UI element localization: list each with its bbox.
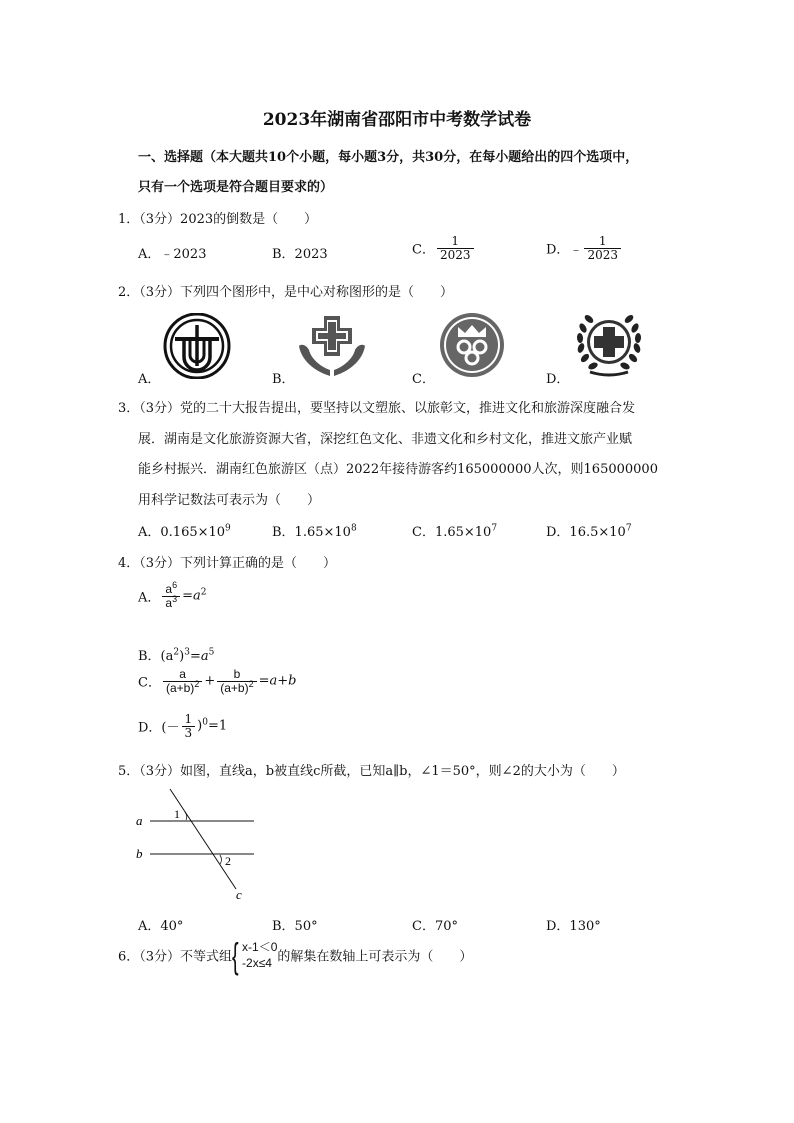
q4-b-rhs: =a <box>189 649 209 664</box>
q4-c-den1 <box>163 678 202 695</box>
q5-option-a: A．40° <box>138 919 184 934</box>
q3-c-base: C．1.65×10 <box>412 525 492 540</box>
line-c <box>170 789 236 889</box>
q1-option-d-label: D． <box>546 242 570 258</box>
q4-d-rhs: =1 <box>207 718 228 734</box>
q1-c-numerator: 1 <box>451 234 460 248</box>
q4-b-outer-exp: 3 <box>184 647 190 658</box>
q3-line4: 用科学记数法可表示为（ ） <box>138 493 321 508</box>
q4-d-fraction <box>182 713 196 739</box>
q3-d-exp: 7 <box>625 523 632 534</box>
q4-a-rhs: =a <box>182 588 201 604</box>
q4-b-mid: ) <box>179 649 185 664</box>
q4-d-denominator: 3 <box>182 726 196 740</box>
page-title: 2023年湖南省邵阳市中考数学试卷 <box>262 110 532 130</box>
q1-option-c-label: C． <box>412 242 435 258</box>
q4-d-mid: ) <box>197 718 203 734</box>
q1-option-d <box>546 235 623 261</box>
q6-question <box>118 935 473 976</box>
q4-a-den-base: a <box>165 595 173 610</box>
q4-a-num-exp: 6 <box>172 580 178 590</box>
q4-c-den1-exp: 2 <box>194 678 200 689</box>
q1-option-c-fraction <box>437 235 474 261</box>
q4-option-d <box>138 713 227 739</box>
q2-stem: 2．（3分）下列四个图形中，是中心对称图形的是（ ） <box>118 285 454 300</box>
logo-c-icon <box>438 311 506 379</box>
label-angle-2: 2 <box>225 854 231 868</box>
q4-b-rhs-exp: 5 <box>208 647 215 658</box>
q4-a-rhs-exp: 2 <box>200 587 207 598</box>
q6-inequality-1: x-1＜0 <box>242 940 278 954</box>
q2-option-c: C． <box>412 372 435 387</box>
q3-option-d <box>546 521 632 540</box>
q2-option-b: B． <box>272 372 295 387</box>
q4-a-num-base: a <box>165 582 173 596</box>
q1-option-a: A．﹣2023 <box>138 247 207 262</box>
q6-inequality-system <box>232 935 278 976</box>
q5-stem: 5．（3分）如图，直线a，b被直线c所截，已知a∥b，∠1＝50°，则∠2的大小为（ ） <box>118 764 625 779</box>
logo-d-icon <box>572 308 646 380</box>
q4-d-exp: 0 <box>202 717 208 728</box>
q3-line3: 能乡村振兴．湖南红色旅游区（点）2022年接待游客约165000000人次，则165000000 <box>138 462 658 477</box>
q6-inequality-2: -2x≤4 <box>242 956 272 971</box>
q3-line1: 3．（3分）党的二十大报告提出，要坚持以文塑旅、以旅彰文，推进文化和旅游深度融合发 <box>118 401 636 416</box>
q6-pre: 6．（3分）不等式组 <box>118 949 233 965</box>
q3-line2: 展．湖南是文化旅游资源大省，深挖红色文化、非遗文化和乡村文化，推进文旅产业赋 <box>138 432 633 447</box>
q3-a-base: A．0.165×10 <box>138 525 226 540</box>
logo-b-icon <box>297 310 367 380</box>
q1-option-c <box>412 235 476 261</box>
label-angle-1: 1 <box>174 807 180 821</box>
q4-c-den2-exp: 2 <box>248 678 254 689</box>
label-a: a <box>136 813 143 828</box>
q4-c-den1-base: (a+b) <box>165 680 195 695</box>
q2-option-a: A． <box>138 372 161 387</box>
q4-c-fraction1 <box>163 668 202 694</box>
q1-d-numerator: 1 <box>598 234 607 248</box>
q3-option-b <box>272 521 357 540</box>
q4-option-b <box>138 645 214 664</box>
q5-option-c: C．70° <box>412 919 458 934</box>
q1-option-d-fraction <box>584 235 621 261</box>
q3-d-base: D．16.5×10 <box>546 525 626 540</box>
q4-c-den2 <box>217 678 256 695</box>
q1-c-denominator: 2023 <box>437 248 474 262</box>
angle-2-arc <box>220 855 222 864</box>
parallel-lines-figure <box>130 785 260 905</box>
q4-a-label: A． <box>138 590 161 606</box>
q4-c-fraction2 <box>217 668 256 694</box>
q3-option-a <box>138 521 231 540</box>
q4-d-numerator: 1 <box>184 712 193 726</box>
q4-a-fraction <box>162 580 180 610</box>
section-heading-line1: 一、选择题（本大题共10个小题，每小题3分，共30分，在每小题给出的四个选项中， <box>138 150 639 165</box>
q1-option-d-sign: ﹣ <box>569 242 583 258</box>
q5-option-d: D．130° <box>546 919 601 934</box>
q4-a-den-exp: 3 <box>172 593 178 604</box>
q4-a-denominator <box>162 593 180 610</box>
q3-b-exp: 8 <box>350 523 357 534</box>
q3-a-exp: 9 <box>225 523 231 534</box>
q3-b-base: B．1.65×10 <box>272 525 351 540</box>
q4-c-rhs: =a+b <box>258 673 297 689</box>
q4-b-inner-exp: 2 <box>173 647 180 658</box>
q6-post: 的解集在数轴上可表示为（ ） <box>277 949 473 965</box>
q5-option-b: B．50° <box>272 919 318 934</box>
q4-option-c <box>138 668 296 694</box>
q1-d-denominator: 2023 <box>584 248 621 262</box>
q3-option-c <box>412 521 497 540</box>
q4-option-a <box>138 580 207 610</box>
q6-brace: { <box>232 935 239 976</box>
q3-c-exp: 7 <box>491 523 498 534</box>
q2-option-d: D． <box>546 372 570 387</box>
q4-c-den2-base: (a+b) <box>220 680 249 695</box>
logo-a-icon <box>162 313 232 379</box>
label-b: b <box>136 846 143 861</box>
q4-stem: 4．（3分）下列计算正确的是（ ） <box>118 556 337 571</box>
q4-c-plus: + <box>204 673 216 689</box>
q4-c-num2: b <box>233 667 241 681</box>
section-heading-line2: 只有一个选项是符合题目要求的） <box>138 180 334 195</box>
q4-d-label: D．(－ <box>138 720 180 736</box>
label-c: c <box>236 887 242 902</box>
q4-c-label: C． <box>138 675 161 691</box>
q4-c-num1: a <box>179 667 186 681</box>
q4-b-label: B．(a <box>138 649 174 664</box>
q1-option-b: B．2023 <box>272 247 328 262</box>
q1-stem: 1．（3分）2023的倒数是（ ） <box>118 212 318 227</box>
